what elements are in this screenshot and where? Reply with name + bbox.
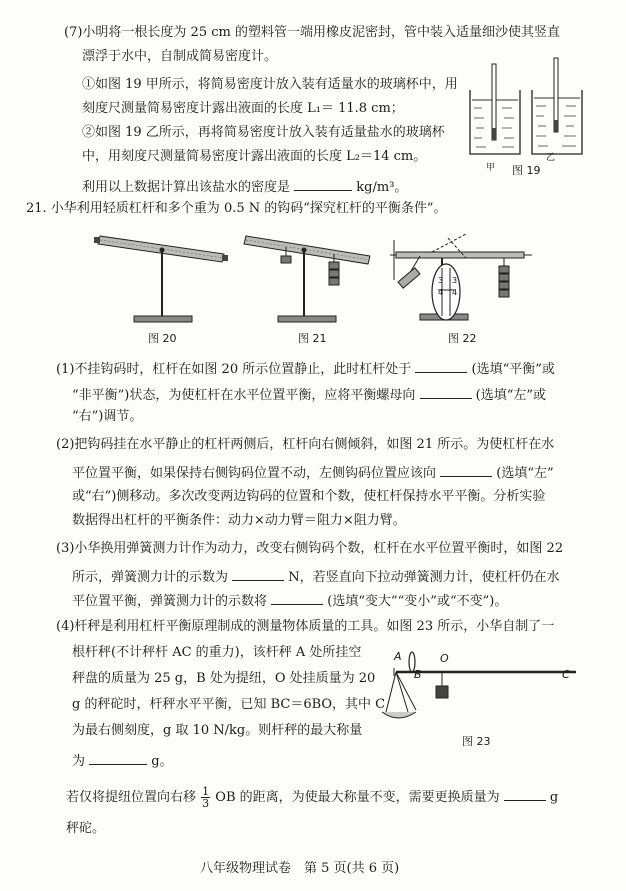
fig23-point-B: B xyxy=(414,668,422,681)
answer-blank-max-mass[interactable] xyxy=(89,750,147,765)
fraction-one-third xyxy=(201,786,210,809)
fig22-scale-4b: 4 xyxy=(452,288,458,297)
p4-line-1: (4)杆秤是利用杠杆平衡原理制成的测量物体质量的工具。如图 23 所示，小华自制了一 xyxy=(56,619,555,634)
p3-text-3: 平位置平衡，弹簧测力计的示数将 xyxy=(72,594,268,609)
answer-blank-density[interactable] xyxy=(294,176,352,191)
q7-line-6: 中，用刻度尺测量简易密度计露出液面的长度 L₂＝14 cm。 xyxy=(82,149,427,164)
fig19-label-a: 甲 xyxy=(486,163,496,173)
fig22-caption: 图 22 xyxy=(448,332,477,345)
fraction-denominator: 3 xyxy=(202,797,210,810)
q7-line-5: ②如图 19 乙所示，再将简易密度计放入装有适量盐水的玻璃杯 xyxy=(82,125,445,140)
p2-text-2b: (选填“左” xyxy=(496,466,554,481)
p1-text-1: (1)不挂钩码时，杠杆在如图 20 所示位置静止，此时杠杆处于 xyxy=(56,362,412,377)
fig23-caption: 图 23 xyxy=(462,735,491,748)
p2-line-2 xyxy=(72,462,554,483)
fig20-caption: 图 20 xyxy=(148,332,177,345)
p3-text-2: 所示，弹簧测力计的示数为 xyxy=(72,570,229,585)
p4-text-7c: g xyxy=(549,790,559,805)
q7-line-3: ①如图 19 甲所示，将简易密度计放入装有适量水的玻璃杯中，用 xyxy=(82,77,458,92)
p3-line-3 xyxy=(72,590,507,611)
p4-line-2: 根杆秤(不计秤杆 AC 的重力)，该杆秤 A 处所挂空 xyxy=(72,645,362,660)
counterweight xyxy=(436,672,448,698)
p2-line-1: (2)把钩码挂在水平静止的杠杆两侧后，杠杆向右侧倾斜，如图 21 所示。为使杠杆在水 xyxy=(56,437,555,452)
q7-line-4: 刻度尺测量简易密度计露出液面的长度 L₁＝ 11.8 cm； xyxy=(82,101,404,116)
p1-line-2 xyxy=(72,384,546,405)
p4-line-7 xyxy=(66,786,558,809)
p3-line-2 xyxy=(72,566,560,587)
p4-line-3: 秤盘的质量为 25 g，B 处为提纽，O 处挂质量为 20 xyxy=(72,671,376,686)
beaker-water xyxy=(470,64,520,154)
beaker-saltwater xyxy=(532,58,582,154)
figure-23 xyxy=(386,650,586,740)
figure-22 xyxy=(390,220,540,330)
fig22-scale-3a: 3 xyxy=(438,276,444,285)
p4-text-7: 若仅将提纽位置向右移 xyxy=(66,790,197,805)
p1-text-2b: (选填“左”或 xyxy=(475,388,547,403)
answer-blank-scale-reading[interactable] xyxy=(232,566,284,581)
fig19-label-b: 乙 xyxy=(546,153,556,163)
p4-line-5: 为最右侧刻度，g 取 10 N/kg。则杆秤的最大称量 xyxy=(72,723,363,738)
p1-line-1 xyxy=(56,358,555,379)
p3-line-1: (3)小华换用弹簧测力计作为动力，改变右侧钩码个数，杠杆在水平位置平衡时，如图 22 xyxy=(56,541,564,556)
figure-20 xyxy=(94,228,234,328)
q7-line-2: 漂浮于水中，自制成简易密度计。 xyxy=(82,49,278,64)
figure-21 xyxy=(238,228,378,328)
q7-line-7 xyxy=(82,176,407,197)
p4-text-6: 为 xyxy=(72,754,86,769)
steelyard-pan xyxy=(382,672,416,718)
fig23-point-C: C xyxy=(562,668,570,681)
p4-text-6b: g。 xyxy=(151,754,173,769)
p1-text-2: “非平衡”)状态，为使杠杆在水平位置平衡，应将平衡螺母向 xyxy=(72,388,416,403)
fig22-scale-4a: 4 xyxy=(438,288,444,297)
p2-line-3: 或“右”)侧移动。多次改变两边钩码的位置和个数，使杠杆保持水平平衡。分析实验 xyxy=(72,489,546,504)
q7-line-1: (7)小明将一根长度为 25 cm 的塑料管一端用橡皮泥密封，管中装入适量细沙使其竖直 xyxy=(64,25,560,40)
q7-unit: kg/m³。 xyxy=(356,180,408,195)
page-footer: 八年级物理试卷 第 5 页(共 6 页) xyxy=(200,861,400,876)
answer-blank-reading-change[interactable] xyxy=(271,590,323,605)
p2-line-4: 数据得出杠杆的平衡条件：动力×动力臂＝阻力×阻力臂。 xyxy=(72,513,406,528)
fraction-numerator: 1 xyxy=(202,785,210,798)
p1-line-3: “右”)调节。 xyxy=(72,409,143,424)
answer-blank-nut-direction[interactable] xyxy=(420,384,472,399)
fig22-scale-3b: 3 xyxy=(452,276,458,285)
p4-line-6 xyxy=(72,750,173,771)
answer-blank-move-direction[interactable] xyxy=(440,462,492,477)
fig23-point-A: A xyxy=(394,650,402,663)
q7-prompt: 利用以上数据计算出该盐水的密度是 xyxy=(82,180,291,195)
p3-text-2b: N，若竖直向下拉动弹簧测力计，使杠杆仍在水 xyxy=(288,570,560,585)
q21-intro: 21. 小华利用轻质杠杆和多个重为 0.5 N 的钩码“探究杠杆的平衡条件”。 xyxy=(26,201,447,216)
p3-text-3b: (选填“变大”“变小”或“不变”)。 xyxy=(327,594,508,609)
figure-19 xyxy=(462,58,602,178)
hook-weights-stack xyxy=(499,258,509,297)
fig19-caption: 图 19 xyxy=(512,164,541,177)
p4-text-7b: OB 的距离，为使最大称量不变，需要更换质量为 xyxy=(215,790,500,805)
fig23-point-O: O xyxy=(440,652,449,665)
answer-blank-new-weight[interactable] xyxy=(504,786,546,801)
p4-line-4: g 的秤砣时，杆秤水平平衡，已知 BC＝6BO，其中 C xyxy=(72,697,386,712)
p2-text-2: 平位置平衡，如果保持右侧钩码位置不动，左侧钩码位置应该向 xyxy=(72,466,437,481)
answer-blank-state[interactable] xyxy=(415,358,467,373)
p4-line-8: 秤砣。 xyxy=(66,821,106,836)
p1-text-1b: (选填“平衡”或 xyxy=(471,362,555,377)
fig21-caption: 图 21 xyxy=(298,332,327,345)
spring-scale xyxy=(398,256,420,288)
